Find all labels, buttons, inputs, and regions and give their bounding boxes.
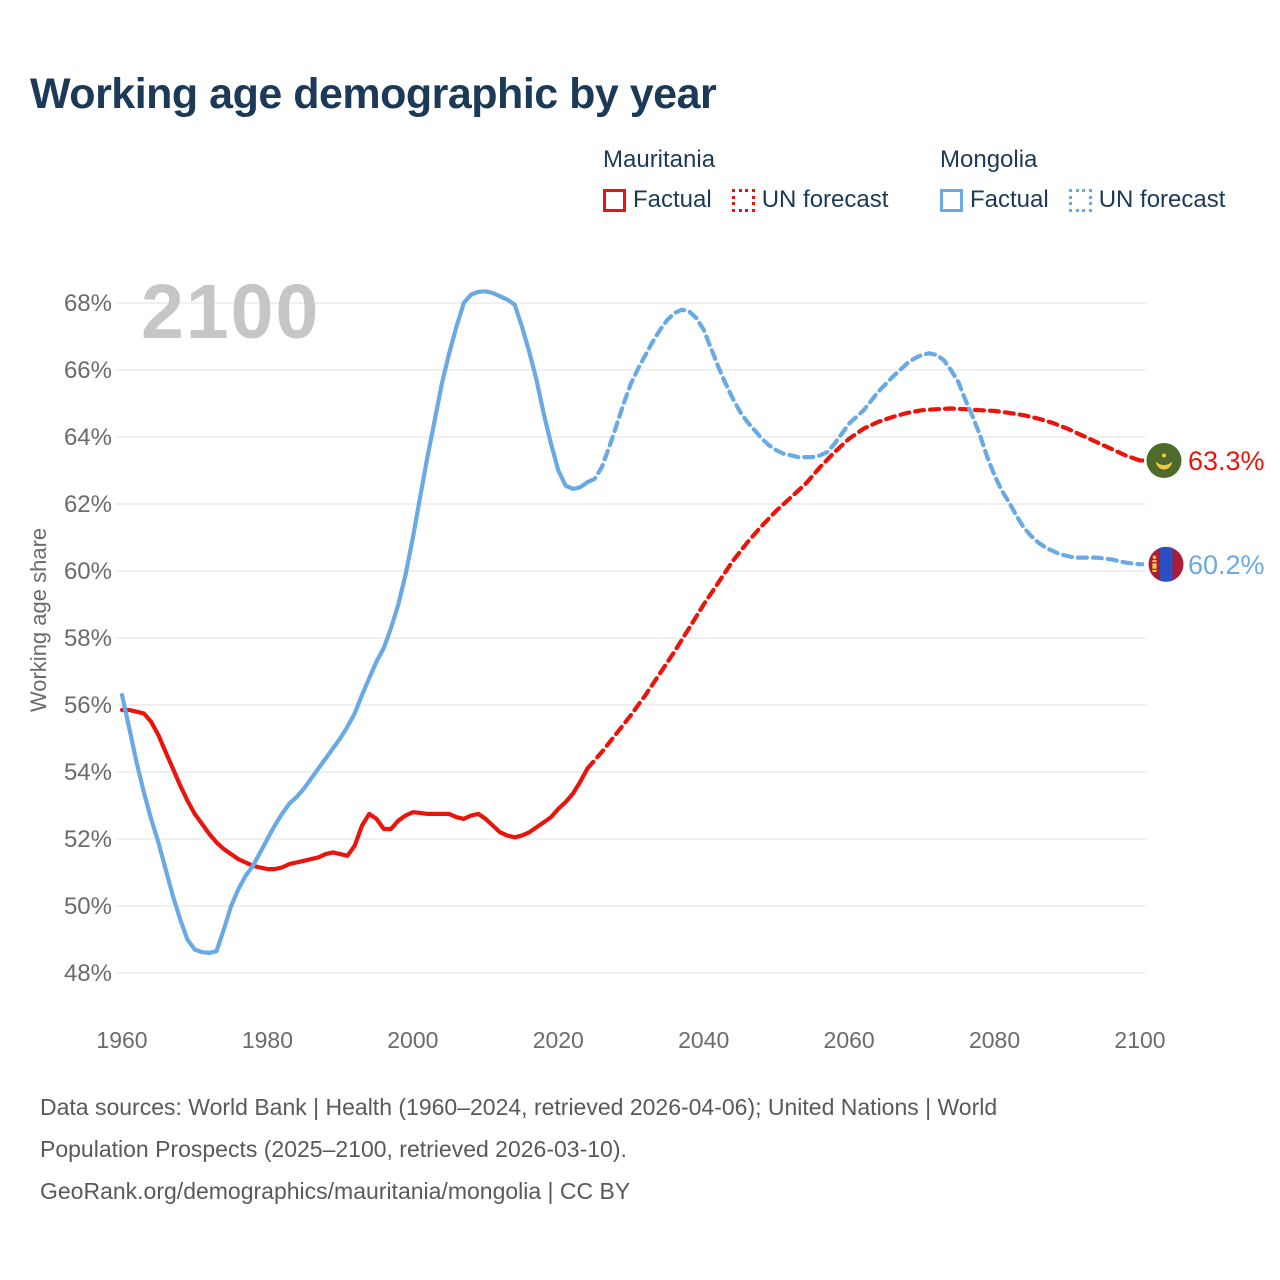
mauritania-factual-label: Factual <box>633 186 712 213</box>
y-tick-label: 58% <box>63 625 112 652</box>
series-mauritania-factual <box>122 710 587 869</box>
legend-country-mongolia: Mongolia <box>940 146 1038 173</box>
y-tick-label: 66% <box>63 357 112 384</box>
y-tick-label: 50% <box>63 893 112 920</box>
x-tick-label: 2020 <box>532 1027 584 1053</box>
mongolia-factual-label: Factual <box>970 186 1049 213</box>
y-tick-label: 52% <box>63 826 112 853</box>
x-tick-label: 2000 <box>387 1027 439 1053</box>
end-value-label-mongolia: 60.2% <box>1188 549 1265 580</box>
footer-sources-line-2: Population Prospects (2025–2100, retrieved 2026-03-10). <box>40 1136 627 1162</box>
y-tick-label: 62% <box>63 491 112 518</box>
mongolia-forecast-label: UN forecast <box>1098 186 1226 213</box>
x-tick-label: 2080 <box>968 1027 1021 1053</box>
watermark-year: 2100 <box>141 269 321 355</box>
y-tick-label: 64% <box>63 424 112 451</box>
y-tick-label: 68% <box>63 290 112 317</box>
x-tick-label: 1960 <box>96 1027 148 1053</box>
x-tick-label: 1980 <box>241 1027 294 1053</box>
mauritania-flag-icon <box>1147 443 1182 478</box>
mauritania-forecast-label: UN forecast <box>761 186 889 213</box>
series-mauritania-forecast <box>587 409 1140 769</box>
mongolia-flag-icon <box>1149 547 1184 582</box>
y-tick-label: 54% <box>63 759 112 786</box>
x-tick-label: 2060 <box>823 1027 875 1053</box>
y-axis-title: Working age share <box>26 527 51 713</box>
y-tick-label: 56% <box>63 692 112 719</box>
x-tick-label: 2040 <box>678 1027 730 1053</box>
x-tick-label: 2100 <box>1114 1027 1166 1053</box>
y-tick-label: 48% <box>63 960 112 987</box>
series-mongolia-factual <box>122 291 587 953</box>
footer-sources-line-1: Data sources: World Bank | Health (1960–2024, retrieved 2026-04-06); United Nations | World <box>40 1094 998 1120</box>
footer <box>40 1086 997 1212</box>
legend-country-mauritania: Mauritania <box>603 146 716 173</box>
page-title: Working age demographic by year <box>30 70 717 118</box>
footer-attribution-line: GeoRank.org/demographics/mauritania/mongolia | CC BY <box>40 1178 631 1204</box>
end-value-label-mauritania: 63.3% <box>1188 445 1265 476</box>
y-tick-label: 60% <box>63 558 112 585</box>
